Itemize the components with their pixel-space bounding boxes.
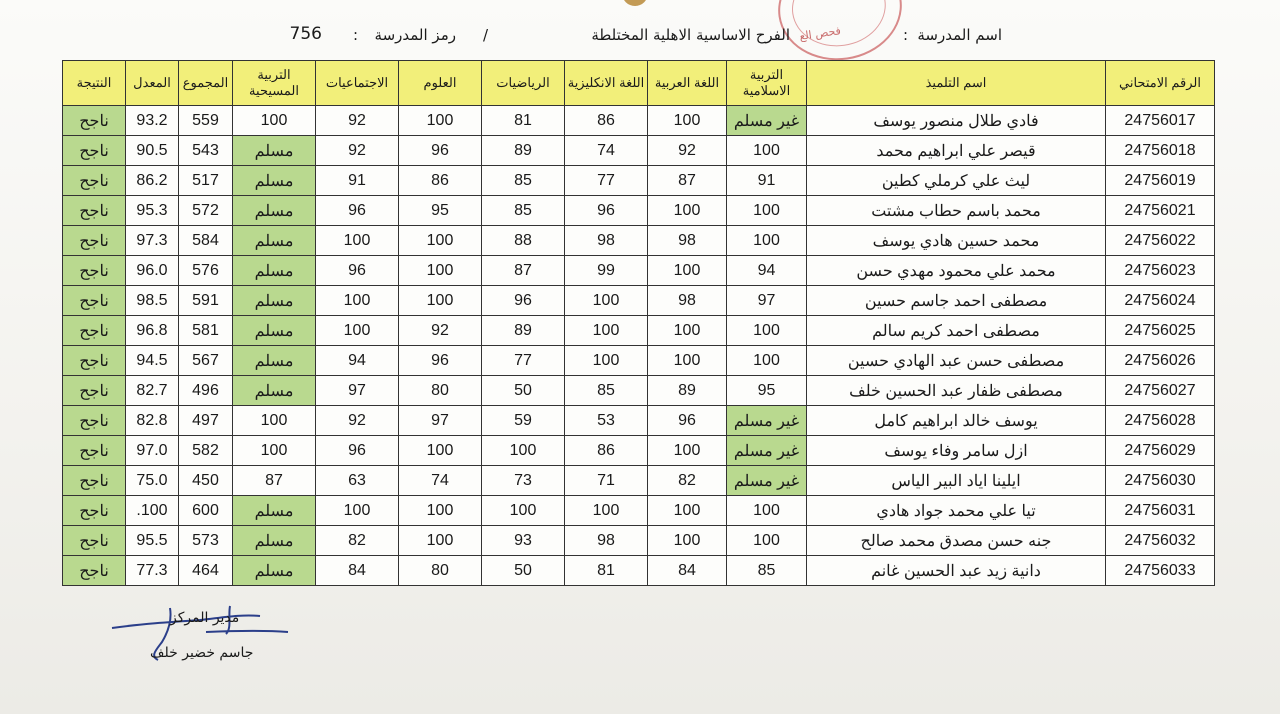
social-grade: 100: [316, 496, 399, 526]
average-score: 86.2: [126, 166, 179, 196]
school-name: الفرح الاساسية الاهلية المختلطة: [591, 26, 790, 44]
islamic-grade: 85: [727, 556, 807, 586]
islamic-grade: غير مسلم: [727, 436, 807, 466]
student-name: محمد باسم حطاب مشتت: [807, 196, 1106, 226]
student-name: محمد علي محمود مهدي حسن: [807, 256, 1106, 286]
average-score: 98.5: [126, 286, 179, 316]
arabic-grade: 100: [648, 316, 727, 346]
average-score: 77.3: [126, 556, 179, 586]
total-score: 582: [179, 436, 233, 466]
english-grade: 98: [565, 226, 648, 256]
column-header: التربية المسيحية: [233, 61, 316, 106]
math-grade: 93: [482, 526, 565, 556]
student-name: فادي طلال منصور يوسف: [807, 106, 1106, 136]
islamic-grade: غير مسلم: [727, 406, 807, 436]
math-grade: 50: [482, 376, 565, 406]
social-grade: 91: [316, 166, 399, 196]
table-row: [63, 136, 1215, 166]
islamic-grade: غير مسلم: [727, 466, 807, 496]
christian-grade: مسلم: [233, 556, 316, 586]
results-table: [62, 60, 1215, 586]
average-score: 96.0: [126, 256, 179, 286]
signature-name: جاسم خضير خلف: [150, 645, 254, 661]
column-header: اسم التلميذ: [807, 61, 1106, 106]
header-separator: /: [482, 26, 488, 44]
result-status: ناجح: [63, 496, 126, 526]
islamic-grade: 100: [727, 316, 807, 346]
average-score: 82.7: [126, 376, 179, 406]
english-grade: 85: [565, 376, 648, 406]
english-grade: 98: [565, 526, 648, 556]
average-score: 97.3: [126, 226, 179, 256]
exam-number: 24756023: [1106, 256, 1215, 286]
math-grade: 85: [482, 166, 565, 196]
science-grade: 100: [399, 286, 482, 316]
table-row: [63, 106, 1215, 136]
english-grade: 99: [565, 256, 648, 286]
exam-number: 24756032: [1106, 526, 1215, 556]
result-status: ناجح: [63, 286, 126, 316]
table-row: [63, 166, 1215, 196]
exam-number: 24756027: [1106, 376, 1215, 406]
social-grade: 63: [316, 466, 399, 496]
student-name: تيا علي محمد جواد هادي: [807, 496, 1106, 526]
science-grade: 86: [399, 166, 482, 196]
science-grade: 96: [399, 346, 482, 376]
english-grade: 100: [565, 346, 648, 376]
table-row: [63, 316, 1215, 346]
arabic-grade: 100: [648, 256, 727, 286]
exam-number: 24756026: [1106, 346, 1215, 376]
math-grade: 89: [482, 136, 565, 166]
islamic-grade: 97: [727, 286, 807, 316]
student-name: مصطفى احمد جاسم حسين: [807, 286, 1106, 316]
average-score: 95.3: [126, 196, 179, 226]
result-status: ناجح: [63, 466, 126, 496]
column-header: الرقم الامتحاني: [1106, 61, 1215, 106]
table-header-row: [63, 61, 1215, 106]
exam-number: 24756033: [1106, 556, 1215, 586]
science-grade: 92: [399, 316, 482, 346]
islamic-grade: 94: [727, 256, 807, 286]
average-score: 97.0: [126, 436, 179, 466]
math-grade: 100: [482, 496, 565, 526]
social-grade: 92: [316, 136, 399, 166]
english-grade: 74: [565, 136, 648, 166]
science-grade: 74: [399, 466, 482, 496]
table-row: [63, 406, 1215, 436]
table-row: [63, 526, 1215, 556]
social-grade: 94: [316, 346, 399, 376]
stamp-text: فحص الع: [798, 24, 842, 43]
table-row: [63, 466, 1215, 496]
total-score: 543: [179, 136, 233, 166]
student-name: قيصر علي ابراهيم محمد: [807, 136, 1106, 166]
student-name: يوسف خالد ابراهيم كامل: [807, 406, 1106, 436]
total-score: 517: [179, 166, 233, 196]
table-row: [63, 256, 1215, 286]
table-row: [63, 556, 1215, 586]
arabic-grade: 98: [648, 286, 727, 316]
result-status: ناجح: [63, 226, 126, 256]
total-score: 573: [179, 526, 233, 556]
student-name: مصطفى احمد كريم سالم: [807, 316, 1106, 346]
social-grade: 92: [316, 106, 399, 136]
seal-icon: [622, 0, 648, 6]
christian-grade: 100: [233, 406, 316, 436]
science-grade: 100: [399, 496, 482, 526]
average-score: 93.2: [126, 106, 179, 136]
exam-number: 24756030: [1106, 466, 1215, 496]
arabic-grade: 100: [648, 106, 727, 136]
christian-grade: 100: [233, 436, 316, 466]
student-name: ليث علي كرملي كطين: [807, 166, 1106, 196]
header-colon: :: [352, 26, 358, 44]
result-status: ناجح: [63, 376, 126, 406]
christian-grade: مسلم: [233, 496, 316, 526]
signature-title: مدير المركز: [170, 610, 240, 626]
christian-grade: مسلم: [233, 256, 316, 286]
science-grade: 95: [399, 196, 482, 226]
total-score: 464: [179, 556, 233, 586]
table-row: [63, 436, 1215, 466]
column-header: الاجتماعيات: [316, 61, 399, 106]
english-grade: 96: [565, 196, 648, 226]
arabic-grade: 100: [648, 346, 727, 376]
exam-number: 24756021: [1106, 196, 1215, 226]
math-grade: 77: [482, 346, 565, 376]
total-score: 584: [179, 226, 233, 256]
arabic-grade: 82: [648, 466, 727, 496]
total-score: 450: [179, 466, 233, 496]
christian-grade: مسلم: [233, 196, 316, 226]
social-grade: 100: [316, 286, 399, 316]
english-grade: 81: [565, 556, 648, 586]
table-row: [63, 376, 1215, 406]
arabic-grade: 89: [648, 376, 727, 406]
exam-number: 24756017: [1106, 106, 1215, 136]
science-grade: 100: [399, 436, 482, 466]
arabic-grade: 92: [648, 136, 727, 166]
islamic-grade: 100: [727, 226, 807, 256]
result-status: ناجح: [63, 346, 126, 376]
total-score: 591: [179, 286, 233, 316]
arabic-grade: 100: [648, 436, 727, 466]
student-name: ازل سامر وفاء يوسف: [807, 436, 1106, 466]
column-header: المجموع: [179, 61, 233, 106]
english-grade: 100: [565, 316, 648, 346]
math-grade: 96: [482, 286, 565, 316]
social-grade: 96: [316, 256, 399, 286]
table-row: [63, 286, 1215, 316]
islamic-grade: غير مسلم: [727, 106, 807, 136]
result-status: ناجح: [63, 556, 126, 586]
exam-number: 24756031: [1106, 496, 1215, 526]
student-name: ايلينا اياد البير الياس: [807, 466, 1106, 496]
exam-number: 24756024: [1106, 286, 1215, 316]
science-grade: 80: [399, 376, 482, 406]
total-score: 572: [179, 196, 233, 226]
islamic-grade: 100: [727, 496, 807, 526]
english-grade: 53: [565, 406, 648, 436]
column-header: اللغة الانكليزية: [565, 61, 648, 106]
math-grade: 50: [482, 556, 565, 586]
english-grade: 100: [565, 496, 648, 526]
exam-number: 24756022: [1106, 226, 1215, 256]
average-score: 94.5: [126, 346, 179, 376]
christian-grade: 100: [233, 106, 316, 136]
total-score: 497: [179, 406, 233, 436]
math-grade: 85: [482, 196, 565, 226]
arabic-grade: 100: [648, 526, 727, 556]
result-status: ناجح: [63, 406, 126, 436]
islamic-grade: 100: [727, 196, 807, 226]
christian-grade: مسلم: [233, 346, 316, 376]
islamic-grade: 100: [727, 526, 807, 556]
average-score: 96.8: [126, 316, 179, 346]
exam-number: 24756029: [1106, 436, 1215, 466]
science-grade: 100: [399, 106, 482, 136]
column-header: اللغة العربية: [648, 61, 727, 106]
english-grade: 100: [565, 286, 648, 316]
result-status: ناجح: [63, 166, 126, 196]
average-score: 90.5: [126, 136, 179, 166]
social-grade: 96: [316, 196, 399, 226]
english-grade: 86: [565, 106, 648, 136]
science-grade: 96: [399, 136, 482, 166]
islamic-grade: 100: [727, 346, 807, 376]
math-grade: 87: [482, 256, 565, 286]
column-header: النتيجة: [63, 61, 126, 106]
column-header: العلوم: [399, 61, 482, 106]
student-name: مصطفى ظفار عبد الحسين خلف: [807, 376, 1106, 406]
science-grade: 100: [399, 226, 482, 256]
social-grade: 100: [316, 226, 399, 256]
column-header: الرياضيات: [482, 61, 565, 106]
total-score: 567: [179, 346, 233, 376]
table-row: [63, 346, 1215, 376]
social-grade: 97: [316, 376, 399, 406]
student-name: محمد حسين هادي يوسف: [807, 226, 1106, 256]
student-name: مصطفى حسن عبد الهادي حسين: [807, 346, 1106, 376]
science-grade: 100: [399, 526, 482, 556]
english-grade: 71: [565, 466, 648, 496]
school-code: 756: [289, 24, 322, 44]
column-header: المعدل: [126, 61, 179, 106]
science-grade: 80: [399, 556, 482, 586]
total-score: 559: [179, 106, 233, 136]
result-status: ناجح: [63, 526, 126, 556]
arabic-grade: 98: [648, 226, 727, 256]
english-grade: 77: [565, 166, 648, 196]
table-row: [63, 226, 1215, 256]
math-grade: 89: [482, 316, 565, 346]
math-grade: 73: [482, 466, 565, 496]
student-name: جنه حسن مصدق محمد صالح: [807, 526, 1106, 556]
christian-grade: مسلم: [233, 286, 316, 316]
total-score: 581: [179, 316, 233, 346]
math-grade: 100: [482, 436, 565, 466]
arabic-grade: 100: [648, 196, 727, 226]
table-row: [63, 196, 1215, 226]
exam-number: 24756018: [1106, 136, 1215, 166]
christian-grade: مسلم: [233, 376, 316, 406]
result-status: ناجح: [63, 316, 126, 346]
christian-grade: مسلم: [233, 136, 316, 166]
document-header: [0, 22, 1280, 52]
english-grade: 86: [565, 436, 648, 466]
math-grade: 59: [482, 406, 565, 436]
science-grade: 100: [399, 256, 482, 286]
social-grade: 100: [316, 316, 399, 346]
total-score: 576: [179, 256, 233, 286]
total-score: 496: [179, 376, 233, 406]
school-code-label: رمز المدرسة: [374, 26, 456, 44]
christian-grade: مسلم: [233, 166, 316, 196]
arabic-grade: 96: [648, 406, 727, 436]
average-score: 75.0: [126, 466, 179, 496]
school-name-label: اسم المدرسة: [917, 26, 1002, 44]
student-name: دانية زيد عبد الحسين غانم: [807, 556, 1106, 586]
social-grade: 92: [316, 406, 399, 436]
christian-grade: مسلم: [233, 226, 316, 256]
exam-number: 24756025: [1106, 316, 1215, 346]
social-grade: 84: [316, 556, 399, 586]
table-row: [63, 496, 1215, 526]
math-grade: 81: [482, 106, 565, 136]
islamic-grade: 91: [727, 166, 807, 196]
header-colon: :: [902, 26, 908, 44]
result-status: ناجح: [63, 136, 126, 166]
social-grade: 96: [316, 436, 399, 466]
christian-grade: 87: [233, 466, 316, 496]
math-grade: 88: [482, 226, 565, 256]
social-grade: 82: [316, 526, 399, 556]
column-header: التربية الاسلامية: [727, 61, 807, 106]
exam-number: 24756028: [1106, 406, 1215, 436]
arabic-grade: 87: [648, 166, 727, 196]
arabic-grade: 100: [648, 496, 727, 526]
result-status: ناجح: [63, 256, 126, 286]
average-score: 100.: [126, 496, 179, 526]
islamic-grade: 100: [727, 136, 807, 166]
result-status: ناجح: [63, 106, 126, 136]
result-status: ناجح: [63, 196, 126, 226]
result-status: ناجح: [63, 436, 126, 466]
arabic-grade: 84: [648, 556, 727, 586]
average-score: 95.5: [126, 526, 179, 556]
exam-number: 24756019: [1106, 166, 1215, 196]
science-grade: 97: [399, 406, 482, 436]
christian-grade: مسلم: [233, 316, 316, 346]
total-score: 600: [179, 496, 233, 526]
islamic-grade: 95: [727, 376, 807, 406]
average-score: 82.8: [126, 406, 179, 436]
christian-grade: مسلم: [233, 526, 316, 556]
